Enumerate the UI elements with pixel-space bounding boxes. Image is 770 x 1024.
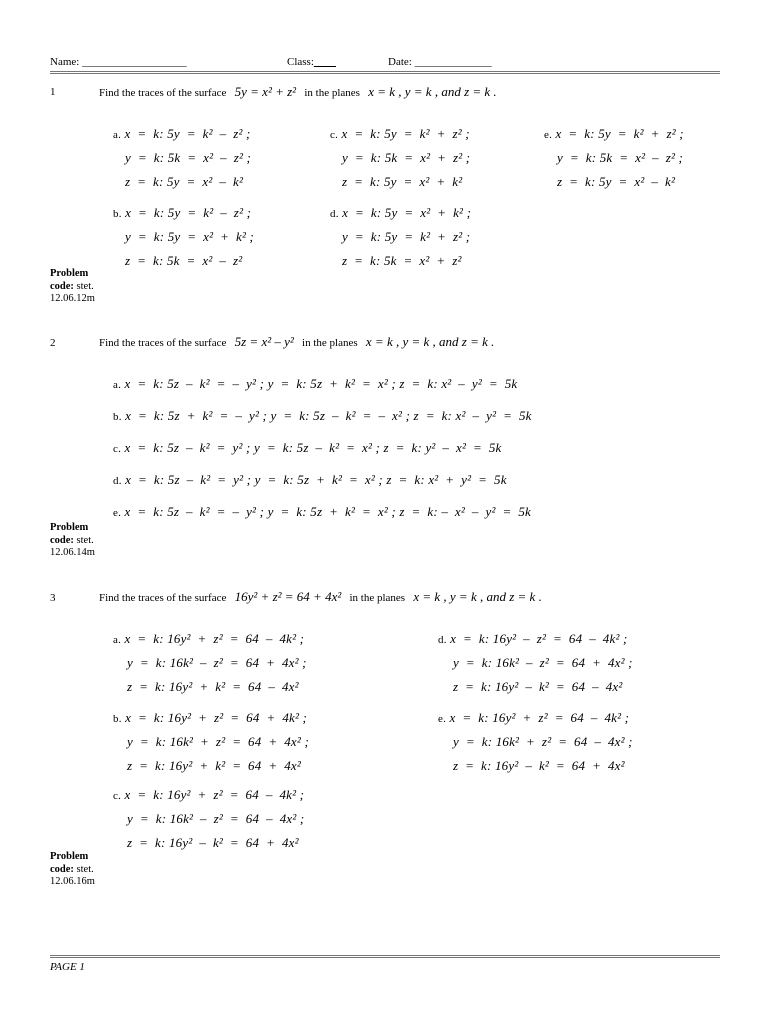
surface-equation: 16y² + z² = 64 + 4x² <box>234 589 342 604</box>
choice-line: c. x = k: 5y = k² + z² ; <box>330 126 470 141</box>
choice-line: z = k: 16y² – k² = 64 – 4x² <box>453 679 623 694</box>
choice-line: z = k: 16y² – k² = 64 + 4x² <box>453 758 625 773</box>
choice-letter: b. <box>113 713 122 725</box>
choice-letter: c. <box>113 790 122 802</box>
choice-line: y = k: 16k² + z² = 64 – 4x² ; <box>453 734 633 749</box>
choice-line: y = k: 16k² – z² = 64 – 4x² ; <box>127 811 305 826</box>
prompt-prefix: Find the traces of the surface <box>99 592 227 604</box>
choice-letter: e. <box>113 507 122 519</box>
choice-letter: a. <box>113 379 122 391</box>
choice-line: c. x = k: 16y² + z² = 64 – 4k² ; <box>113 787 305 802</box>
problem-code: Problem code: stet. 12.06.12m <box>50 268 95 304</box>
problem-code: Problem code: stet. 12.06.14m <box>50 522 95 558</box>
choice-letter: e. <box>544 129 553 141</box>
choice-line: b. x = k: 5z + k² = – y² ; y = k: 5z – k² = – x² ; z = k: x² – y² = 5k <box>113 408 532 423</box>
choice-line: z = k: 5y = x² – k² <box>125 174 244 189</box>
class-blank: ____ <box>313 56 336 68</box>
problem-prompt <box>99 84 497 100</box>
choice-letter: a. <box>113 634 122 646</box>
choice-letter: c. <box>330 129 339 141</box>
problem-number: 3 <box>50 592 56 604</box>
problem-prompt <box>99 334 494 350</box>
prompt-prefix: Find the traces of the surface <box>99 87 227 99</box>
surface-equation: 5z = x² – y² <box>234 334 294 349</box>
choice-line: z = k: 5k = x² + z² <box>342 253 462 268</box>
choice-line: z = k: 16y² – k² = 64 + 4x² <box>127 835 299 850</box>
choice-line: a. x = k: 5y = k² – z² ; <box>113 126 251 141</box>
choice-line: y = k: 5y = k² + z² ; <box>342 229 471 244</box>
problem-prompt <box>99 589 542 605</box>
prompt-prefix: Find the traces of the surface <box>99 337 227 349</box>
choice-line: y = k: 16k² + z² = 64 + 4x² ; <box>127 734 309 749</box>
problem-number: 2 <box>50 337 56 349</box>
problem-code: Problem code: stet. 12.06.16m <box>50 851 95 887</box>
header-rule <box>50 71 720 74</box>
choice-line: b. x = k: 5y = k² – z² ; <box>113 205 252 220</box>
choice-line: a. x = k: 16y² + z² = 64 – 4k² ; <box>113 631 305 646</box>
choice-line: y = k: 5k = x² – z² ; <box>557 150 684 165</box>
planes-equation: x = k , y = k , and z = k . <box>365 334 495 349</box>
choice-line: z = k: 5y = x² + k² <box>342 174 463 189</box>
page-number: PAGE 1 <box>50 961 85 973</box>
surface-equation: 5y = x² + z² <box>234 84 297 99</box>
footer-rule <box>50 955 720 958</box>
choice-line: c. x = k: 5z – k² = y² ; y = k: 5z – k² = x² ; z = k: y² – x² = 5k <box>113 440 502 455</box>
choice-line: y = k: 5k = x² + z² ; <box>342 150 471 165</box>
choice-line: d. x = k: 5z – k² = y² ; y = k: 5z + k² = x² ; z = k: x² + y² = 5k <box>113 472 507 487</box>
planes-equation: x = k , y = k , and z = k . <box>413 589 542 604</box>
choice-letter: a. <box>113 129 122 141</box>
choice-line: e. x = k: 5z – k² = – y² ; y = k: 5z + k² = x² ; z = k: – x² – y² = 5k <box>113 504 532 519</box>
planes-equation: x = k , y = k , and z = k . <box>368 84 497 99</box>
class-field <box>287 56 336 68</box>
choice-letter: d. <box>330 208 339 220</box>
choice-line: e. x = k: 16y² + z² = 64 – 4k² ; <box>438 710 630 725</box>
problem-number: 1 <box>50 86 56 98</box>
choice-line: a. x = k: 5z – k² = – y² ; y = k: 5z + k² = x² ; z = k: x² – y² = 5k <box>113 376 518 391</box>
choice-line: d. x = k: 5y = x² + k² ; <box>330 205 472 220</box>
choice-letter: b. <box>113 411 122 423</box>
name-field: Name: ___________________ <box>50 56 187 68</box>
choice-letter: b. <box>113 208 122 220</box>
choice-letter: d. <box>113 475 122 487</box>
date-field: Date: ______________ <box>388 56 492 68</box>
choice-line: e. x = k: 5y = k² + z² ; <box>544 126 684 141</box>
choice-line: z = k: 16y² + k² = 64 – 4x² <box>127 679 299 694</box>
choice-line: b. x = k: 16y² + z² = 64 + 4k² ; <box>113 710 308 725</box>
prompt-suffix: in the planes <box>302 337 358 349</box>
class-label: Class: <box>287 56 314 68</box>
choice-line: y = k: 5k = x² – z² ; <box>125 150 252 165</box>
prompt-suffix: in the planes <box>304 87 360 99</box>
choice-letter: e. <box>438 713 447 725</box>
choice-line: z = k: 5y = x² – k² <box>557 174 676 189</box>
choice-line: y = k: 16k² – z² = 64 + 4x² ; <box>453 655 633 670</box>
choice-line: y = k: 16k² – z² = 64 + 4x² ; <box>127 655 307 670</box>
choice-line: z = k: 16y² + k² = 64 + 4x² <box>127 758 302 773</box>
choice-line: y = k: 5y = x² + k² ; <box>125 229 255 244</box>
prompt-suffix: in the planes <box>349 592 406 604</box>
choice-line: d. x = k: 16y² – z² = 64 – 4k² ; <box>438 631 628 646</box>
choice-letter: d. <box>438 634 447 646</box>
choice-letter: c. <box>113 443 122 455</box>
choice-line: z = k: 5k = x² – z² <box>125 253 243 268</box>
